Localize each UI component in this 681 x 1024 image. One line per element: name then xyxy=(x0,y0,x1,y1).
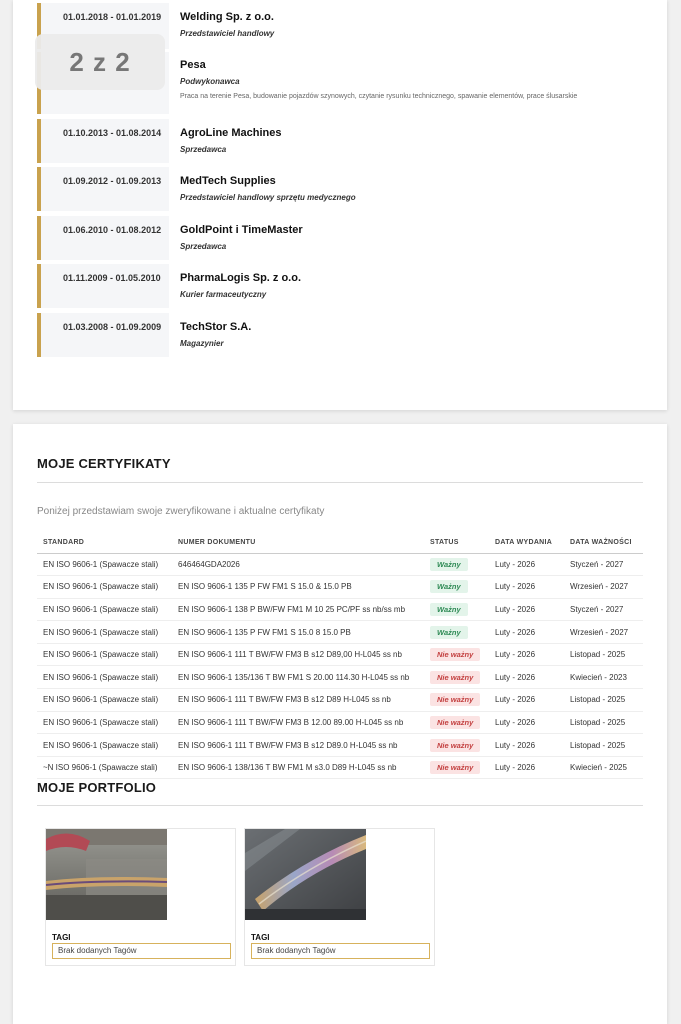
table-row xyxy=(37,553,643,576)
status-badge: Ważny xyxy=(430,626,468,639)
portfolio-item[interactable] xyxy=(244,828,435,966)
column-header-number[interactable]: NUMER DOKUMENTU xyxy=(172,532,424,553)
cell-document-number: 646464GDA2026 xyxy=(172,553,424,576)
experience-role: Sprzedawca xyxy=(180,145,227,154)
cell-status xyxy=(424,666,489,689)
experience-company: TechStor S.A. xyxy=(180,321,252,333)
experience-role: Podwykonawca xyxy=(180,77,240,86)
experience-company: GoldPoint i TimeMaster xyxy=(180,224,303,236)
cell-issue-date: Luty - 2026 xyxy=(489,553,564,576)
status-badge: Nie ważny xyxy=(430,648,480,661)
cell-status xyxy=(424,576,489,599)
experience-company: AgroLine Machines xyxy=(180,127,282,139)
cell-status xyxy=(424,621,489,644)
table-row xyxy=(37,666,643,689)
status-badge: Nie ważny xyxy=(430,671,480,684)
cell-standard: EN ISO 9606-1 (Spawacze stali) xyxy=(37,689,172,712)
cell-document-number: EN ISO 9606-1 111 T BW/FW FM3 B s12 D89,00 H-L045 ss nb xyxy=(172,643,424,666)
experience-company: Welding Sp. z o.o. xyxy=(180,11,274,23)
status-badge: Ważny xyxy=(430,580,468,593)
column-header-issued[interactable]: DATA WYDANIA xyxy=(489,532,564,553)
status-badge: Ważny xyxy=(430,603,468,616)
cell-issue-date: Luty - 2026 xyxy=(489,598,564,621)
column-header-status[interactable]: STATUS xyxy=(424,532,489,553)
table-row xyxy=(37,643,643,666)
experience-role: Przedstawiciel handlowy sprzętu medycznego xyxy=(180,193,356,202)
experience-date: 01.01.2018 - 01.01.2019 xyxy=(37,3,169,49)
cell-standard: EN ISO 9606-1 (Spawacze stali) xyxy=(37,643,172,666)
cell-standard: ~N ISO 9606-1 (Spawacze stali) xyxy=(37,756,172,779)
cell-expiry-date: Wrzesień - 2027 xyxy=(564,576,643,599)
divider xyxy=(37,482,643,483)
cell-status xyxy=(424,756,489,779)
cell-standard: EN ISO 9606-1 (Spawacze stali) xyxy=(37,621,172,644)
table-row xyxy=(37,621,643,644)
cell-issue-date: Luty - 2026 xyxy=(489,689,564,712)
experience-company: MedTech Supplies xyxy=(180,175,276,187)
cell-status xyxy=(424,643,489,666)
status-badge: Nie ważny xyxy=(430,693,480,706)
cell-issue-date: Luty - 2026 xyxy=(489,711,564,734)
cell-expiry-date: Listopad - 2025 xyxy=(564,734,643,757)
status-badge: Nie ważny xyxy=(430,761,480,774)
cell-status xyxy=(424,689,489,712)
status-badge: Nie ważny xyxy=(430,739,480,752)
portfolio-tags-label: TAGI xyxy=(52,933,71,942)
cell-expiry-date: Wrzesień - 2027 xyxy=(564,621,643,644)
cell-expiry-date: Styczeń - 2027 xyxy=(564,553,643,576)
experience-item xyxy=(37,264,627,308)
table-row xyxy=(37,711,643,734)
experience-role: Przedstawiciel handlowy xyxy=(180,29,275,38)
experience-company: PharmaLogis Sp. z o.o. xyxy=(180,272,302,284)
table-header-row xyxy=(37,532,643,553)
cell-standard: EN ISO 9606-1 (Spawacze stali) xyxy=(37,553,172,576)
table-row xyxy=(37,756,643,779)
cell-document-number: EN ISO 9606-1 135 P FW FM1 S 15.0 8 15.0 PB xyxy=(172,621,424,644)
cell-status xyxy=(424,711,489,734)
experience-item xyxy=(37,119,627,163)
portfolio-image[interactable] xyxy=(245,829,366,920)
portfolio-tags-label: TAGI xyxy=(251,933,270,942)
experience-card xyxy=(13,0,667,410)
cell-expiry-date: Kwiecień - 2023 xyxy=(564,666,643,689)
cell-expiry-date: Listopad - 2025 xyxy=(564,689,643,712)
cell-status xyxy=(424,553,489,576)
table-row xyxy=(37,598,643,621)
experience-date: 01.09.2012 - 01.09.2013 xyxy=(37,167,169,211)
column-header-standard[interactable]: STANDARD xyxy=(37,532,172,553)
cell-issue-date: Luty - 2026 xyxy=(489,576,564,599)
cell-document-number: EN ISO 9606-1 111 T BW/FW FM3 B s12 D89.0 H-L045 ss nb xyxy=(172,734,424,757)
experience-role: Magazynier xyxy=(180,339,224,348)
portfolio-item[interactable] xyxy=(45,828,236,966)
experience-role: Kurier farmaceutyczny xyxy=(180,290,267,299)
experience-item xyxy=(37,313,627,357)
cell-document-number: EN ISO 9606-1 111 T BW/FW FM3 B 12.00 89.00 H-L045 ss nb xyxy=(172,711,424,734)
cell-issue-date: Luty - 2026 xyxy=(489,621,564,644)
cell-status xyxy=(424,598,489,621)
certificates-card xyxy=(13,424,667,1024)
cell-standard: EN ISO 9606-1 (Spawacze stali) xyxy=(37,666,172,689)
divider xyxy=(37,805,643,806)
table-row xyxy=(37,576,643,599)
experience-company: Pesa xyxy=(180,59,206,71)
column-header-expires[interactable]: DATA WAŻNOŚCI xyxy=(564,532,643,553)
portfolio-image[interactable] xyxy=(46,829,167,920)
experience-role: Sprzedawca xyxy=(180,242,227,251)
status-badge: Nie ważny xyxy=(430,716,480,729)
cell-document-number: EN ISO 9606-1 135/136 T BW FM1 S 20.00 114.30 H-L045 ss nb xyxy=(172,666,424,689)
cell-document-number: EN ISO 9606-1 138 P BW/FW FM1 M 10 25 PC/PF ss nb/ss mb xyxy=(172,598,424,621)
portfolio-tags-field: Brak dodanych Tagów xyxy=(251,943,430,959)
cell-document-number: EN ISO 9606-1 138/136 T BW FM1 M s3.0 D89 H-L045 ss nb xyxy=(172,756,424,779)
experience-item xyxy=(37,216,627,260)
cell-expiry-date: Kwiecień - 2025 xyxy=(564,756,643,779)
cell-issue-date: Luty - 2026 xyxy=(489,756,564,779)
portfolio-tags-field: Brak dodanych Tagów xyxy=(52,943,231,959)
cell-document-number: EN ISO 9606-1 135 P FW FM1 S 15.0 & 15.0 PB xyxy=(172,576,424,599)
certificates-intro: Poniżej przedstawiam swoje zweryfikowane i aktualne certyfikaty xyxy=(37,506,325,517)
status-badge: Ważny xyxy=(430,558,468,571)
cell-issue-date: Luty - 2026 xyxy=(489,666,564,689)
cell-issue-date: Luty - 2026 xyxy=(489,643,564,666)
cell-expiry-date: Styczeń - 2027 xyxy=(564,598,643,621)
experience-item xyxy=(37,167,627,211)
certificates-heading: MOJE CERTYFIKATY xyxy=(37,456,171,471)
experience-date: 01.06.2010 - 01.08.2012 xyxy=(37,216,169,260)
cell-document-number: EN ISO 9606-1 111 T BW/FW FM3 B s12 D89 H-L045 ss nb xyxy=(172,689,424,712)
experience-description: Praca na terenie Pesa, budowanie pojazdów szynowych, czytanie rysunku technicznego, spawanie elementów, prace ślusarskie xyxy=(180,93,578,100)
cell-standard: EN ISO 9606-1 (Spawacze stali) xyxy=(37,711,172,734)
experience-date: 01.03.2008 - 01.09.2009 xyxy=(37,313,169,357)
experience-date: 01.11.2009 - 01.05.2010 xyxy=(37,264,169,308)
portfolio-heading: MOJE PORTFOLIO xyxy=(37,780,157,795)
cell-standard: EN ISO 9606-1 (Spawacze stali) xyxy=(37,734,172,757)
certificates-table-body xyxy=(37,553,643,779)
cell-expiry-date: Listopad - 2025 xyxy=(564,643,643,666)
page-indicator: 2 z 2 xyxy=(35,34,165,90)
table-row xyxy=(37,689,643,712)
cell-standard: EN ISO 9606-1 (Spawacze stali) xyxy=(37,576,172,599)
cell-issue-date: Luty - 2026 xyxy=(489,734,564,757)
cell-status xyxy=(424,734,489,757)
cell-standard: EN ISO 9606-1 (Spawacze stali) xyxy=(37,598,172,621)
cell-expiry-date: Listopad - 2025 xyxy=(564,711,643,734)
table-row xyxy=(37,734,643,757)
certificates-table xyxy=(37,532,643,779)
experience-date: 01.10.2013 - 01.08.2014 xyxy=(37,119,169,163)
